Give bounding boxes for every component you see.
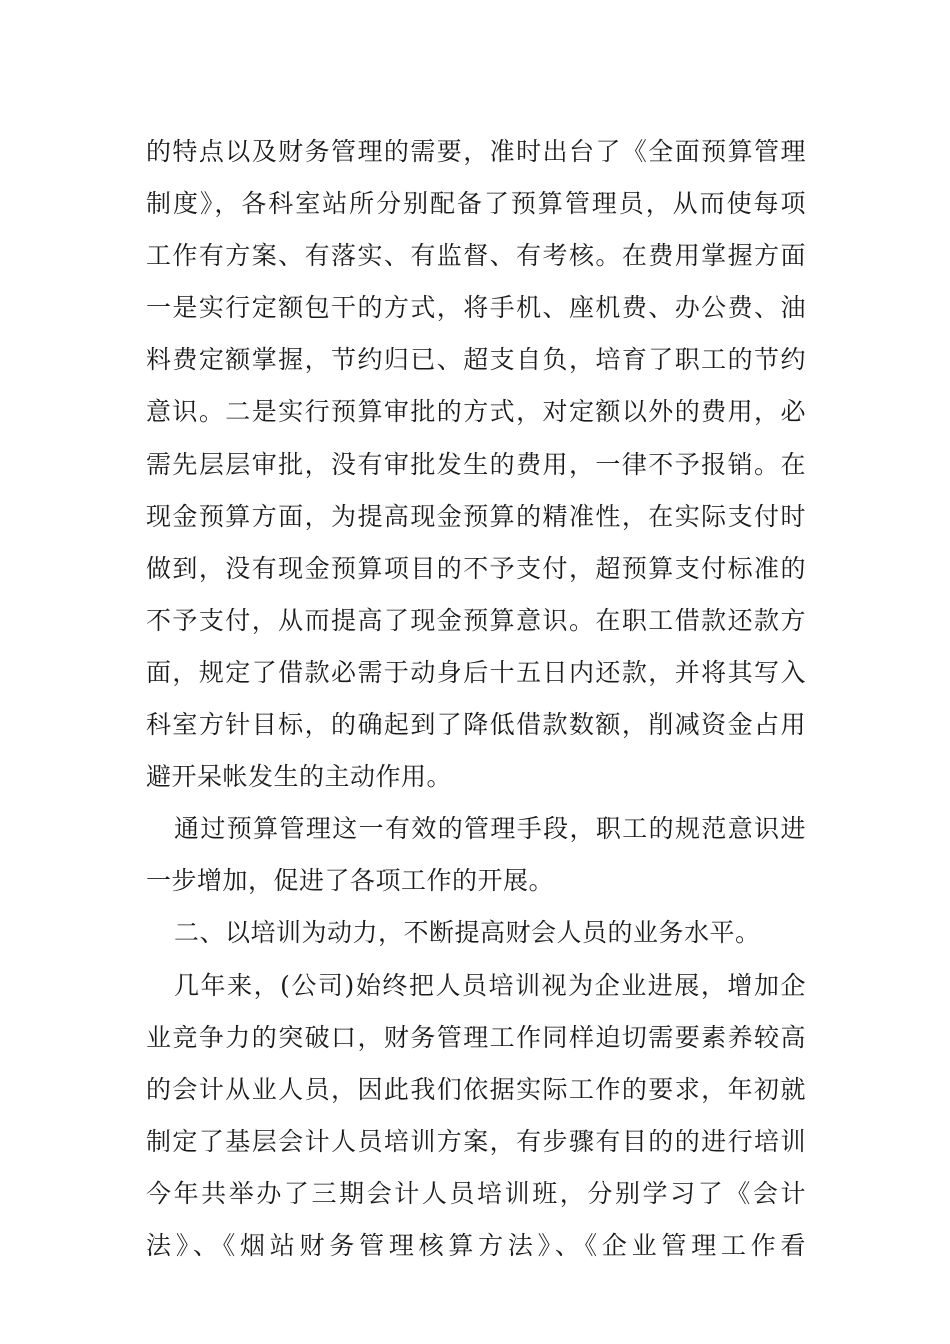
text-line: 料费定额掌握，节约归已、超支自负，培育了职工的节约 (146, 345, 806, 375)
text-line: 一是实行定额包干的方式，将手机、座机费、办公费、油 (146, 293, 806, 323)
text-line: 不予支付，从而提高了现金预算意识。在职工借款还款方 (146, 605, 806, 635)
text-line: 通过预算管理这一有效的管理手段，职工的规范意识进 (174, 814, 806, 844)
text-line: 业竞争力的突破口，财务管理工作同样迫切需要素养较高 (146, 1022, 806, 1052)
text-line: 面，规定了借款必需于动身后十五日内还款，并将其写入 (146, 657, 806, 687)
section-heading: 二、以培训为动力，不断提高财会人员的业务水平。 (174, 918, 761, 948)
text-line: 制定了基层会计人员培训方案，有步骤有目的的进行培训 (146, 1126, 806, 1156)
text-line: 法》、《烟站财务管理核算方法》、《企业管理工作看 (146, 1230, 806, 1260)
document-body (146, 126, 806, 1272)
text-line: 现金预算方面，为提高现金预算的精准性，在实际支付时 (146, 501, 806, 531)
text-line: 的特点以及财务管理的需要，准时出台了《全面预算管理 (146, 137, 806, 166)
text-line: 避开呆帐发生的主动作用。 (146, 762, 453, 792)
text-line: 科室方针目标，的确起到了降低借款数额，削减资金占用 (146, 710, 806, 740)
text-line: 需先层层审批，没有审批发生的费用，一律不予报销。在 (146, 449, 806, 479)
text-line: 的会计从业人员，因此我们依据实际工作的要求，年初就 (146, 1074, 806, 1104)
text-line: 做到，没有现金预算项目的不予支付，超预算支付标准的 (146, 553, 806, 583)
text-line: 意识。二是实行预算审批的方式，对定额以外的费用，必 (146, 397, 806, 427)
text-line: 几年来，(公司)始终把人员培训视为企业进展，增加企 (174, 970, 806, 1000)
text-line: 今年共举办了三期会计人员培训班，分别学习了《会计 (146, 1178, 806, 1208)
text-line: 工作有方案、有落实、有监督、有考核。在费用掌握方面 (146, 241, 806, 271)
text-line: 制度》，各科室站所分别配备了预算管理员，从而使每项 (146, 189, 806, 219)
text-line: 一步增加，促进了各项工作的开展。 (146, 866, 555, 896)
